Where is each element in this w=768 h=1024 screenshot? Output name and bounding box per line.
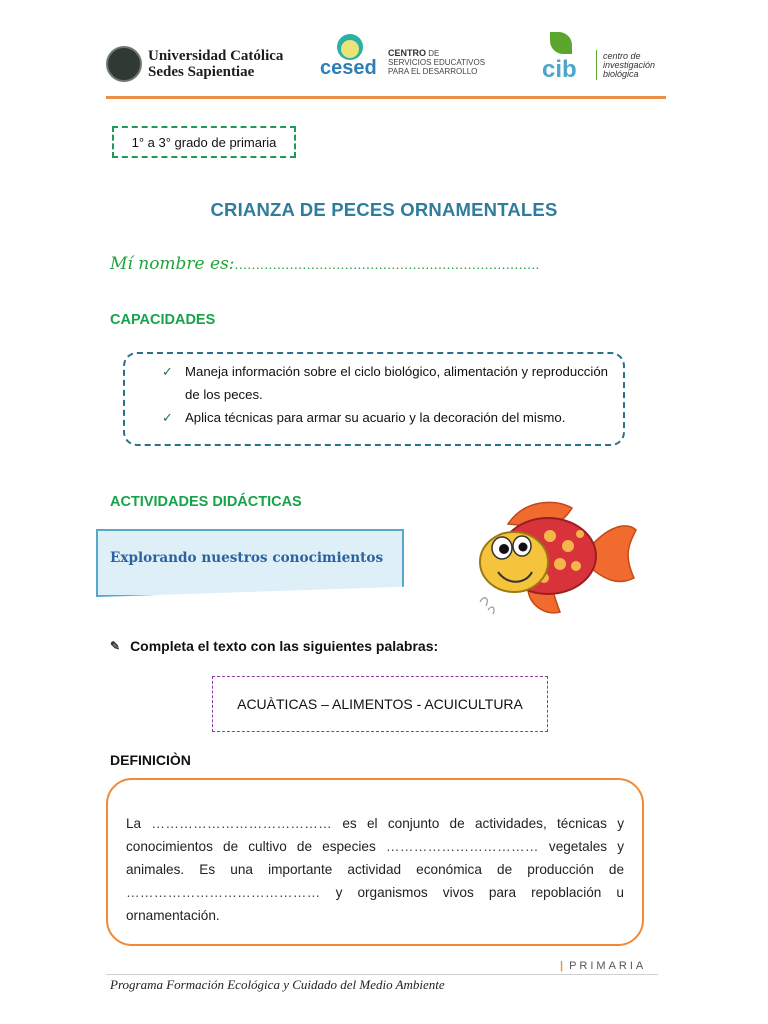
ucss-name-line1: Universidad Católica: [148, 48, 284, 64]
cesed-logo: [320, 34, 485, 78]
instruction: [110, 638, 438, 654]
blank-field[interactable]: …………………………………: [151, 816, 333, 831]
grade-box: 1° a 3° grado de primaria: [112, 126, 296, 158]
cib-logo: [542, 32, 655, 82]
pencil-icon: ✎: [110, 639, 121, 653]
capacidades-list: [160, 360, 608, 429]
word-bank: ACUÀTICAS – ALIMENTOS - ACUICULTURA: [212, 676, 548, 732]
name-prompt: [110, 254, 540, 274]
cib-line2: investigación: [603, 60, 656, 70]
cib-line3: biológica: [603, 69, 639, 79]
list-item: ✓ Maneja información sobre el ciclo biológico, alimentación y reproducción de los peces.: [160, 360, 608, 406]
cesed-word: cesed: [320, 57, 377, 79]
footer-section-label: PRIMARIA: [569, 960, 647, 972]
blank-field[interactable]: ……………………………………: [126, 885, 321, 900]
footer-program: Programa Formación Ecológica y Cuidado del Medio Ambiente: [110, 977, 445, 992]
blank-field[interactable]: ……………………………: [385, 839, 539, 854]
leaf-icon: [550, 32, 572, 54]
explore-label: Explorando nuestros conocimientos: [110, 550, 384, 566]
definition-text: La ………………………………… es el conjunto de actividades, técnicas y conocimientos de cultivo de especies …………………………… vegetales y animales. Es una importante actividad económica de producción de …………………………………… y organismos vivos para repoblación u ornamentación.: [126, 816, 624, 923]
cesed-title: CENTRO: [388, 48, 426, 58]
cesed-line3: PARA EL DESARROLLO: [388, 67, 478, 76]
checkmark-icon: ✓: [162, 410, 173, 425]
cesed-title-de: DE: [428, 49, 440, 58]
cesed-mark: [320, 34, 382, 78]
instruction-text: Completa el texto con las siguientes palabras:: [130, 638, 439, 654]
name-blank: ........................................................................: [234, 256, 540, 272]
cib-line1: centro de: [603, 51, 641, 61]
actividades-heading: ACTIVIDADES DIDÁCTICAS: [110, 494, 302, 510]
checkmark-icon: ✓: [162, 364, 173, 379]
capacidades-heading: CAPACIDADES: [110, 312, 216, 328]
footer-section: | PRIMARIA: [560, 960, 647, 972]
footer-divider: [106, 974, 658, 975]
cesed-line2: SERVICIOS EDUCATIVOS: [388, 58, 486, 67]
list-item: ✓ Aplica técnicas para armar su acuario y la decoración del mismo.: [160, 406, 608, 429]
page-title: CRIANZA DE PECES ORNAMENTALES: [210, 199, 558, 220]
header-divider: [106, 96, 666, 99]
name-label: Mí nombre es:: [110, 254, 235, 274]
fish-illustration-icon: [468, 494, 648, 620]
university-seal-icon: [106, 46, 142, 82]
ucss-logo: [106, 46, 283, 82]
cib-word: cib: [542, 56, 577, 83]
definition-heading: DEFINICIÒN: [110, 752, 191, 768]
ucss-name-line2: Sedes Sapientiae: [148, 64, 255, 80]
